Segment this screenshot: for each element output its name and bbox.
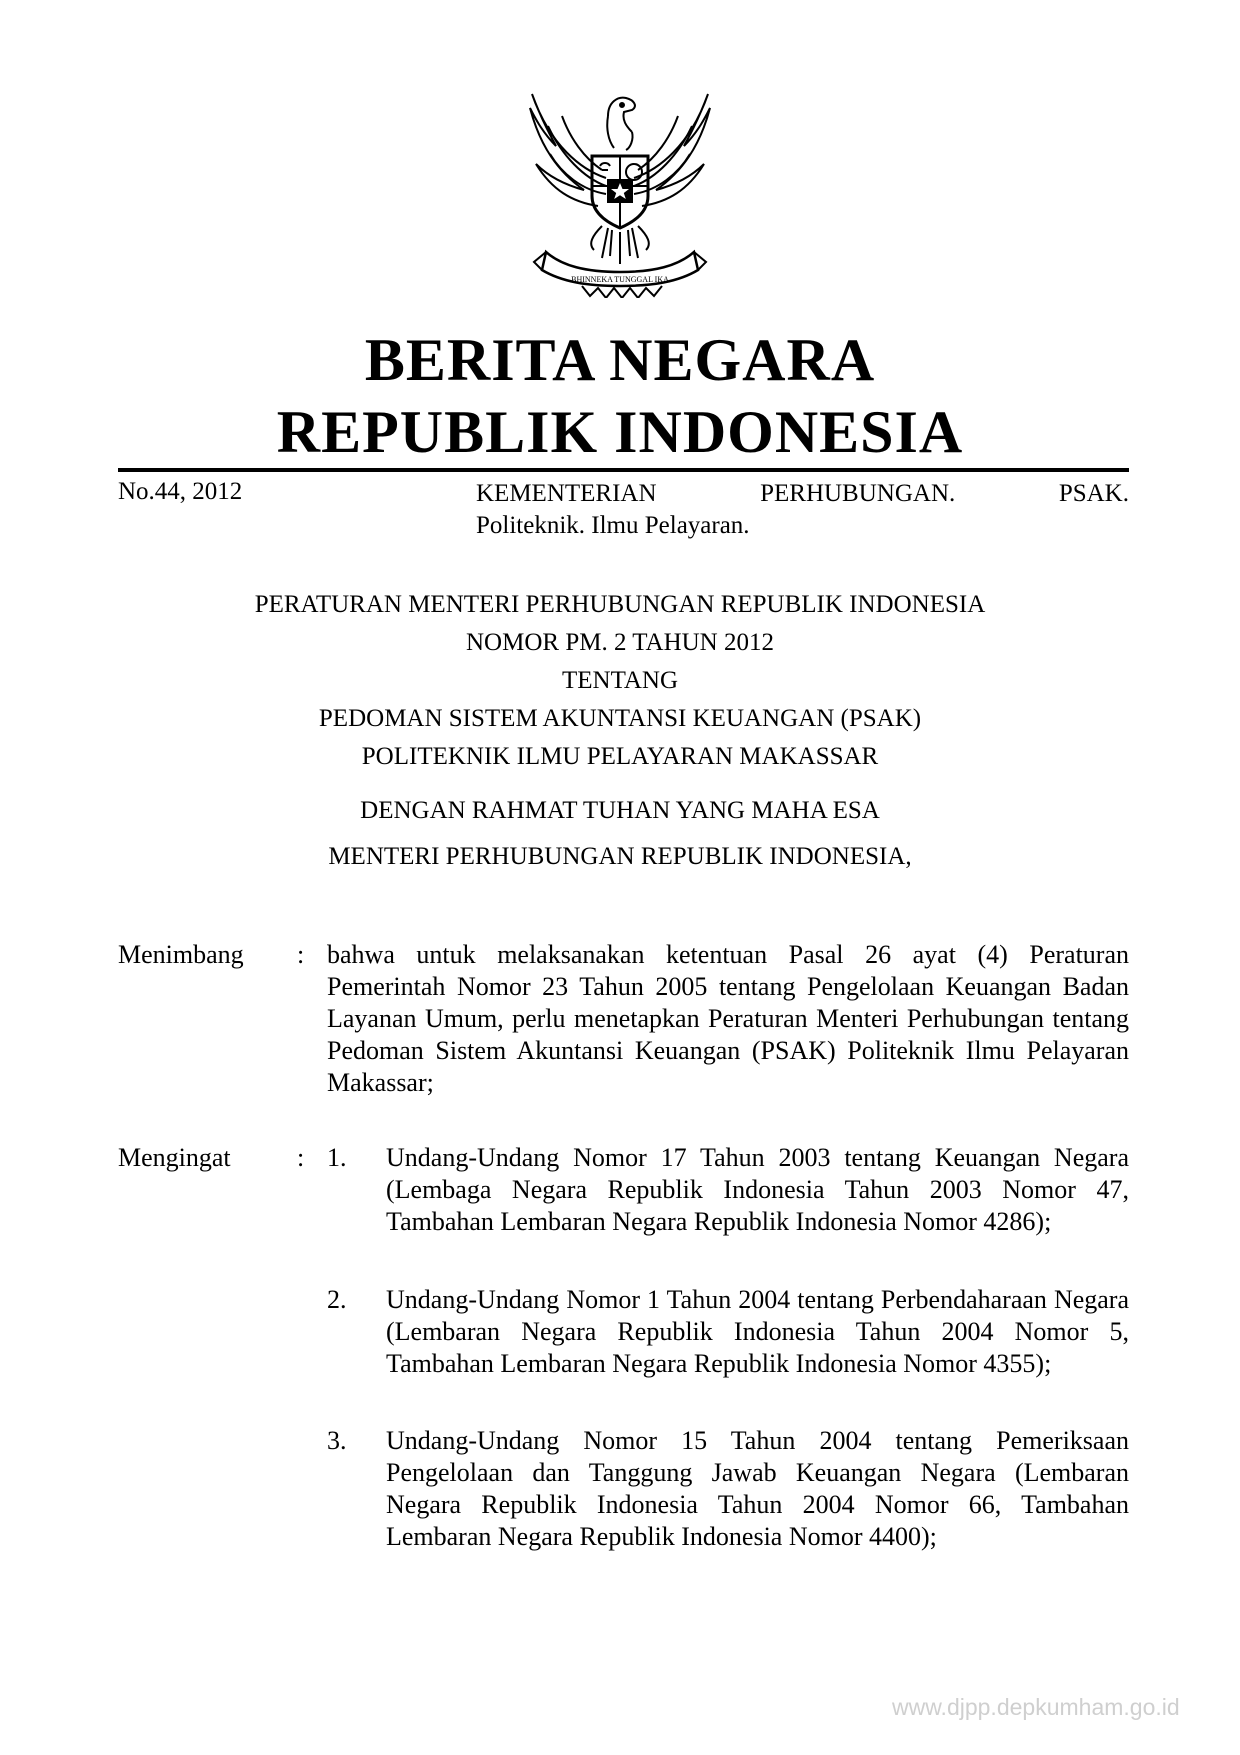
regulation-subject2: POLITEKNIK ILMU PELAYARAN MAKASSAR — [361, 743, 879, 770]
regulation-title: PERATURAN MENTERI PERHUBUNGAN REPUBLIK INDONESIA — [254, 591, 986, 618]
mengingat-item-text: Undang-Undang Nomor 17 Tahun 2003 tentang Keuangan Negara (Lembaga Negara Republik Indonesia Tahun 2003 Nomor 47, Tambahan Lembaran Negara Republik Indonesia Nomor 4286); — [386, 1143, 1129, 1236]
header-divider — [118, 468, 1129, 472]
regulation-number: NOMOR PM. 2 TAHUN 2012 — [466, 629, 774, 656]
regulation-subject1: PEDOMAN SISTEM AKUNTANSI KEUANGAN (PSAK) — [318, 705, 922, 732]
preamble-line2: MENTERI PERHUBUNGAN REPUBLIK INDONESIA, — [328, 843, 912, 870]
mengingat-colon: : — [297, 1143, 305, 1172]
regulation-about: TENTANG — [561, 667, 679, 694]
mengingat-item-number: 1. — [327, 1143, 347, 1172]
masthead-title: BERITA NEGARA — [364, 327, 876, 393]
issue-subject-line2: Politeknik. Ilmu Pelayaran. — [476, 512, 750, 539]
issue-subject-line1: KEMENTERIAN PERHUBUNGAN. PSAK. — [476, 480, 1129, 507]
preamble-line1: DENGAN RAHMAT TUHAN YANG MAHA ESA — [360, 797, 880, 824]
menimbang-text: bahwa untuk melaksanakan ketentuan Pasal 26 ayat (4) Peraturan Pemerintah Nomor 23 Tahun 2005 tentang Pengelolaan Keuangan Badan Layanan Umum, perlu menetapkan Peraturan Menteri Perhubungan tentang Pedoman Sistem Akuntansi Keuangan (PSAK) Politeknik Ilmu Pelayaran Makassar; — [327, 940, 1129, 1097]
mengingat-item-number: 3. — [327, 1426, 347, 1455]
masthead-subtitle: REPUBLIK INDONESIA — [276, 399, 964, 465]
menimbang-colon: : — [297, 940, 305, 969]
emblem-motto: BHINNEKA TUNGGAL IKA — [571, 275, 669, 284]
watermark-url: www.djpp.depkumham.go.id — [892, 1694, 1180, 1720]
mengingat-label: Mengingat — [118, 1143, 231, 1172]
mengingat-item-number: 2. — [327, 1285, 347, 1314]
menimbang-label: Menimbang — [118, 940, 244, 969]
issue-number: No.44, 2012 — [118, 478, 243, 505]
mengingat-item-text: Undang-Undang Nomor 15 Tahun 2004 tentang Pemeriksaan Pengelolaan dan Tanggung Jawab Keuangan Negara (Lembaran Negara Republik Indonesia Tahun 2004 Nomor 66, Tambahan Lembaran Negara Republik Indonesia Nomor 4400); — [386, 1426, 1129, 1551]
garuda-emblem-icon — [522, 86, 718, 298]
mengingat-item-text: Undang-Undang Nomor 1 Tahun 2004 tentang Perbendaharaan Negara (Lembaran Negara Republik Indonesia Tahun 2004 Nomor 5, Tambahan Lembaran Negara Republik Indonesia Nomor 4355); — [386, 1285, 1129, 1378]
